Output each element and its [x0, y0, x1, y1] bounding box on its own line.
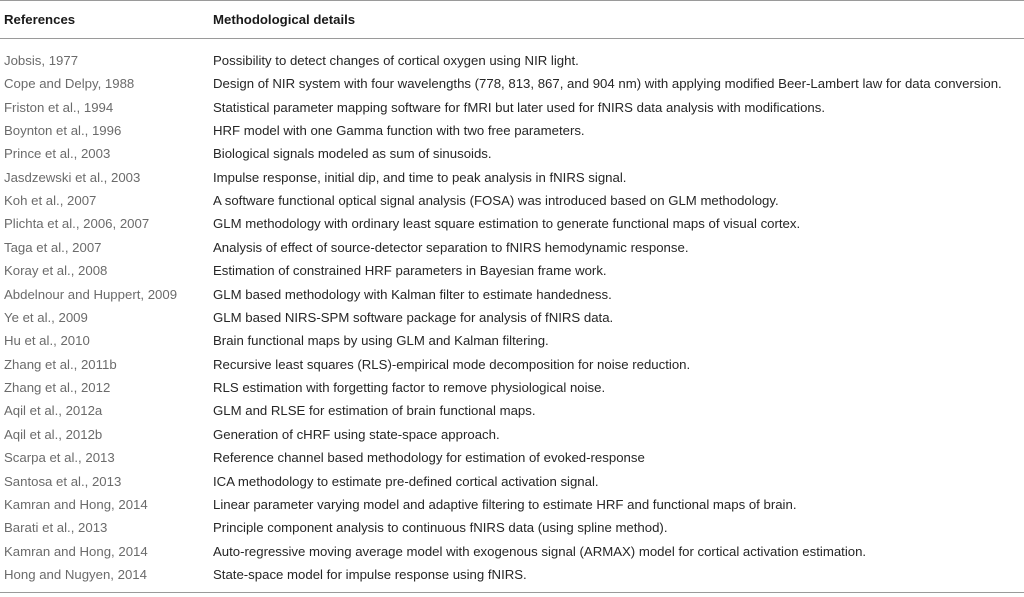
methodological-detail-cell: Analysis of effect of source-detector separation to fNIRS hemodynamic response. — [213, 239, 689, 255]
table-row — [0, 446, 1024, 469]
table-row — [0, 329, 1024, 352]
reference-cell: Zhang et al., 2011b — [4, 356, 117, 372]
table-row — [0, 212, 1024, 235]
table-row — [0, 563, 1024, 593]
methodological-detail-cell: Biological signals modeled as sum of sinusoids. — [213, 146, 492, 162]
methodological-detail-cell: Statistical parameter mapping software for fMRI but later used for fNIRS data analysis with modifications. — [213, 99, 826, 115]
methodological-detail-cell: GLM and RLSE for estimation of brain functional maps. — [213, 403, 536, 419]
table-body — [0, 39, 1024, 593]
table-row — [0, 493, 1024, 516]
methodological-detail-cell: Brain functional maps by using GLM and Kalman filtering. — [213, 333, 549, 349]
methodological-detail-cell: Auto-regressive moving average model with exogenous signal (ARMAX) model for cortical activation estimation. — [213, 543, 867, 559]
methodological-detail-cell: GLM based NIRS-SPM software package for analysis of fNIRS data. — [213, 309, 614, 325]
reference-cell: Hu et al., 2010 — [4, 333, 90, 349]
table-row — [0, 95, 1024, 118]
reference-cell: Scarpa et al., 2013 — [4, 450, 115, 466]
table-header — [0, 1, 1024, 39]
table-row — [0, 259, 1024, 282]
reference-cell: Barati et al., 2013 — [4, 520, 108, 536]
table-row — [0, 166, 1024, 189]
reference-cell: Zhang et al., 2012 — [4, 380, 111, 396]
methodological-detail-cell: State-space model for impulse response using fNIRS. — [213, 563, 1024, 593]
table-row — [0, 353, 1024, 376]
table-row — [0, 282, 1024, 305]
methodological-detail-cell: Possibility to detect changes of cortical oxygen using NIR light. — [213, 53, 579, 68]
table-row — [0, 516, 1024, 539]
table-row — [0, 72, 1024, 95]
table-row — [0, 423, 1024, 446]
methodological-detail-cell: Reference channel based methodology for estimation of evoked-response — [213, 450, 645, 466]
reference-cell: Boynton et al., 1996 — [4, 122, 122, 138]
table-row — [0, 469, 1024, 492]
reference-cell: Plichta et al., 2006, 2007 — [4, 216, 150, 232]
methodological-detail-cell: Impulse response, initial dip, and time to peak analysis in fNIRS signal. — [213, 169, 627, 185]
reference-cell: Jasdzewski et al., 2003 — [4, 169, 141, 185]
methodological-detail-cell: RLS estimation with forgetting factor to remove physiological noise. — [213, 380, 606, 396]
reference-cell: Aqil et al., 2012a — [4, 403, 103, 419]
reference-cell: Santosa et al., 2013 — [4, 473, 122, 489]
reference-cell: Jobsis, 1977 — [4, 53, 79, 68]
methodological-detail-cell: Estimation of constrained HRF parameters in Bayesian frame work. — [213, 263, 607, 279]
methodological-detail-cell: Design of NIR system with four wavelengths (778, 813, 867, and 904 nm) with applying modified Beer-Lambert law for data conversion. — [213, 76, 1002, 92]
methodological-detail-cell: A software functional optical signal analysis (FOSA) was introduced based on GLM methodology. — [213, 193, 779, 209]
table-row — [0, 236, 1024, 259]
header-row — [0, 1, 1024, 39]
methodological-detail-cell: GLM methodology with ordinary least square estimation to generate functional maps of visual cortex. — [213, 216, 801, 232]
reference-cell: Hong and Nugyen, 2014 — [0, 563, 213, 593]
methodological-detail-cell: HRF model with one Gamma function with two free parameters. — [213, 122, 585, 138]
methodological-detail-cell: Generation of cHRF using state-space approach. — [213, 426, 500, 442]
header-methodological-details: Methodological details — [213, 1, 1024, 39]
header-references: References — [0, 1, 213, 39]
reference-cell: Aqil et al., 2012b — [4, 426, 103, 442]
table-row — [0, 119, 1024, 142]
reference-cell: Kamran and Hong, 2014 — [4, 496, 148, 512]
methodological-detail-cell: ICA methodology to estimate pre-defined cortical activation signal. — [213, 473, 599, 489]
methodological-detail-cell: GLM based methodology with Kalman filter to estimate handedness. — [213, 286, 612, 302]
methodological-detail-cell: Linear parameter varying model and adaptive filtering to estimate HRF and functional maps of brain. — [213, 496, 797, 512]
methodological-detail-cell: Recursive least squares (RLS)-empirical mode decomposition for noise reduction. — [213, 356, 691, 372]
reference-cell: Koh et al., 2007 — [4, 193, 97, 209]
reference-cell: Abdelnour and Huppert, 2009 — [4, 286, 178, 302]
methodological-detail-cell: Principle component analysis to continuous fNIRS data (using spline method). — [213, 520, 668, 536]
table-row — [0, 142, 1024, 165]
table-row — [0, 399, 1024, 422]
reference-cell: Kamran and Hong, 2014 — [4, 543, 148, 559]
reference-cell: Prince et al., 2003 — [4, 146, 111, 162]
table-row — [0, 540, 1024, 563]
table-row — [0, 376, 1024, 399]
reference-cell: Cope and Delpy, 1988 — [4, 76, 135, 92]
table-row — [0, 39, 1024, 73]
reference-cell: Ye et al., 2009 — [4, 309, 88, 325]
reference-cell: Taga et al., 2007 — [4, 239, 102, 255]
table-row — [0, 189, 1024, 212]
table-row — [0, 306, 1024, 329]
reference-cell: Koray et al., 2008 — [4, 263, 108, 279]
reference-cell: Friston et al., 1994 — [4, 99, 114, 115]
